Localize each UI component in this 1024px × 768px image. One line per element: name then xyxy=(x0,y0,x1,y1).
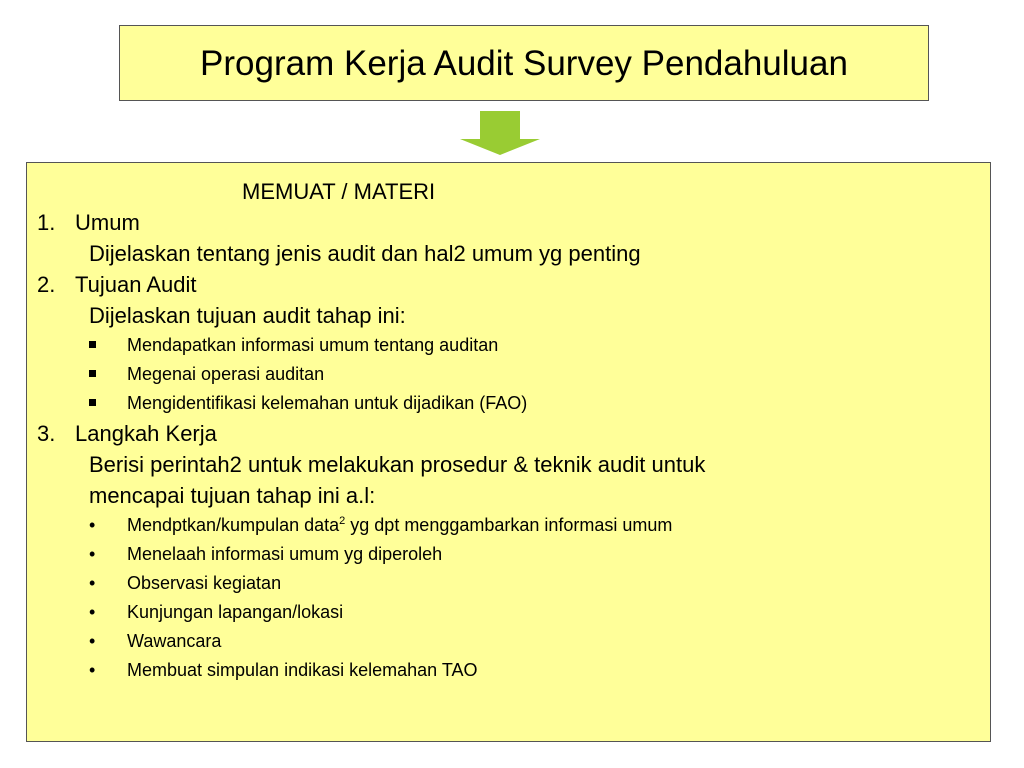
section-number: 1. xyxy=(37,210,56,235)
title-box xyxy=(119,25,929,101)
round-bullet-icon: • xyxy=(89,602,96,622)
list-item xyxy=(37,569,990,598)
section-1-description: Dijelaskan tentang jenis audit dan hal2 umum yg penting xyxy=(89,241,641,266)
list-item xyxy=(37,656,990,685)
section-label: Umum xyxy=(75,210,140,235)
list-item xyxy=(37,389,990,418)
section-number: 3. xyxy=(37,421,56,446)
round-bullet-icon: • xyxy=(89,660,96,680)
list-item xyxy=(37,331,990,360)
round-bullet-icon: • xyxy=(89,544,96,564)
square-bullet-icon xyxy=(89,341,96,348)
round-bullet-icon: • xyxy=(89,631,96,651)
section-label: Tujuan Audit xyxy=(75,272,197,297)
list-item-text: Menelaah informasi umum yg diperoleh xyxy=(127,544,443,564)
list-item-text: Kunjungan lapangan/lokasi xyxy=(127,602,344,622)
content-heading: MEMUAT / MATERI xyxy=(242,179,436,204)
list-item-text: Mendapatkan informasi umum tentang auditan xyxy=(127,335,499,355)
list-item xyxy=(37,511,990,540)
square-bullet-icon xyxy=(89,370,96,377)
list-item-text: Mengidentifikasi kelemahan untuk dijadikan (FAO) xyxy=(127,393,528,413)
section-2 xyxy=(37,269,990,300)
section-2-description: Dijelaskan tujuan audit tahap ini: xyxy=(89,303,406,328)
section-label: Langkah Kerja xyxy=(75,421,217,446)
slide-title: Program Kerja Audit Survey Pendahuluan xyxy=(200,43,848,83)
section-number: 2. xyxy=(37,272,56,297)
section-1 xyxy=(37,207,990,238)
section-3 xyxy=(37,418,990,449)
list-item xyxy=(37,598,990,627)
round-bullet-icon: • xyxy=(89,573,96,593)
list-item xyxy=(37,540,990,569)
down-arrow-icon xyxy=(460,111,540,155)
section-3-description-line-1: Berisi perintah2 untuk melakukan prosedur & teknik audit untuk xyxy=(89,452,706,477)
list-item-text: Megenai operasi auditan xyxy=(127,364,325,384)
list-item-text: Mendptkan/kumpulan data$^2$ yg dpt menggambarkan informasi umum xyxy=(127,515,673,535)
list-item-text: Wawancara xyxy=(127,631,222,651)
list-item xyxy=(37,360,990,389)
round-bullet-icon: • xyxy=(89,515,96,535)
list-item xyxy=(37,627,990,656)
section-3-description-line-2: mencapai tujuan tahap ini a.l: xyxy=(89,483,376,508)
square-bullet-icon xyxy=(89,399,96,406)
list-item-text: Observasi kegiatan xyxy=(127,573,282,593)
content-box xyxy=(26,162,991,742)
list-item-text: Membuat simpulan indikasi kelemahan TAO xyxy=(127,660,478,680)
